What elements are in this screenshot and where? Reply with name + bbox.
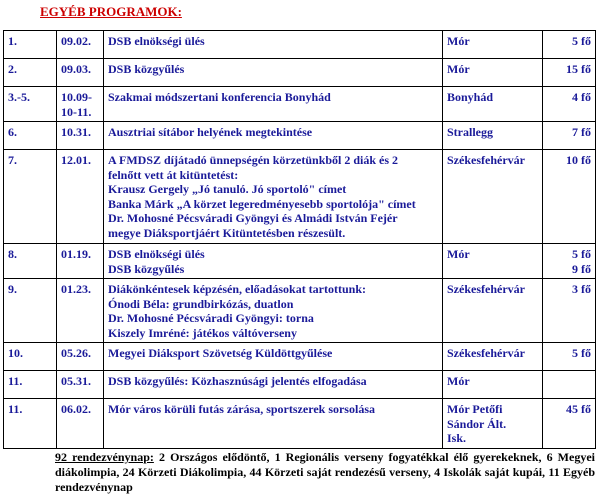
row-number: 11. xyxy=(4,371,57,399)
row-number: 6. xyxy=(4,122,57,150)
row-count xyxy=(543,371,596,399)
row-date-line: 09.03. xyxy=(61,62,91,76)
row-place-line: Mór xyxy=(447,34,470,48)
row-event-line: megye Diáksportjáért Kitüntetésben részesült. xyxy=(108,225,346,240)
section-heading: EGYÉB PROGRAMOK: xyxy=(40,4,182,19)
row-count xyxy=(543,87,596,122)
row-date xyxy=(57,244,104,279)
row-event-line: Ónodi Béla: grundbirkózás, duatlon xyxy=(108,296,294,311)
summary-text: 2 Országos elődöntő, 1 Regionális verseny fogyatékkal élő gyerekeknek, 6 Megyei diákolimpia, 24 Körzeti Diákolimpia, 44 Körzeti saját rendezésű verseny, 4 Iskolák saját kupái, 11 Egyéb rendezvénynap xyxy=(55,450,595,494)
table-row xyxy=(4,31,596,59)
row-date-line: 12.01. xyxy=(61,153,91,167)
row-date xyxy=(57,343,104,371)
row-event xyxy=(104,150,443,244)
row-number: 2. xyxy=(4,59,57,87)
row-date-line: 01.19. xyxy=(61,247,91,261)
table-row xyxy=(4,150,596,244)
row-event-line: Megyei Diáksport Szövetség Küldöttgyűlése xyxy=(108,346,333,360)
table-row xyxy=(4,59,596,87)
row-date xyxy=(57,150,104,244)
row-number: 3.-5. xyxy=(4,87,57,122)
row-date-line: 10.31. xyxy=(61,125,91,139)
row-count xyxy=(543,31,596,59)
row-count xyxy=(543,399,596,449)
row-number: 8. xyxy=(4,244,57,279)
row-number: 11. xyxy=(4,399,57,449)
row-place-line: Isk. xyxy=(447,431,467,445)
row-event-line: Mór város körüli futás zárása, sportszerek sorsolása xyxy=(108,402,375,416)
row-place xyxy=(443,399,543,449)
row-event xyxy=(104,59,443,87)
row-place xyxy=(443,371,543,399)
row-event-line: Dr. Mohosné Pécsváradi Gyöngyi: torna xyxy=(108,311,314,325)
table-row xyxy=(4,371,596,399)
row-count xyxy=(543,244,596,279)
row-number: 7. xyxy=(4,150,57,244)
table-row xyxy=(4,343,596,371)
row-count xyxy=(543,150,596,244)
row-count-line: 15 fő xyxy=(566,62,591,76)
row-number: 10. xyxy=(4,343,57,371)
row-count xyxy=(543,59,596,87)
row-place-line: Székesfehérvár xyxy=(447,346,525,360)
programs-table-body xyxy=(4,31,596,449)
row-count-line: 9 fő xyxy=(572,261,591,276)
row-place xyxy=(443,343,543,371)
row-date xyxy=(57,31,104,59)
row-place xyxy=(443,122,543,150)
row-event-line: DSB közgyűlés xyxy=(108,62,185,76)
row-count-line: 10 fő xyxy=(566,153,591,167)
row-date-line: 10.09- xyxy=(61,90,92,104)
row-place-line: Mór xyxy=(447,247,470,261)
row-event-line: DSB közgyűlés xyxy=(108,261,185,276)
table-row xyxy=(4,399,596,449)
table-row xyxy=(4,244,596,279)
row-count xyxy=(543,279,596,343)
row-event-line: DSB közgyűlés: Közhasznúsági jelentés elfogadása xyxy=(108,374,367,388)
row-event-line: Szakmai módszertani konferencia Bonyhád xyxy=(108,90,331,104)
row-place-line: Mór Petőfi xyxy=(447,402,503,416)
row-event xyxy=(104,244,443,279)
row-place-line: Székesfehérvár xyxy=(447,153,525,167)
row-number: 1. xyxy=(4,31,57,59)
summary-lead: 92 rendezvénynap: xyxy=(55,450,154,464)
row-number: 9. xyxy=(4,279,57,343)
row-event-line: felnőtt vett át kitüntetést: xyxy=(108,167,239,182)
row-count xyxy=(543,122,596,150)
row-event-line: Kiszely Imréné: játékos váltóverseny xyxy=(108,325,297,340)
row-event xyxy=(104,399,443,449)
row-place-line: Strallegg xyxy=(447,125,493,139)
row-date xyxy=(57,87,104,122)
row-event xyxy=(104,31,443,59)
row-place xyxy=(443,59,543,87)
row-count xyxy=(543,343,596,371)
table-row xyxy=(4,122,596,150)
row-event-line: A FMDSZ díjátadó ünnepségén körzetünkből 2 diák és 2 xyxy=(108,153,399,167)
row-place xyxy=(443,87,543,122)
row-event xyxy=(104,122,443,150)
row-date xyxy=(57,122,104,150)
row-place xyxy=(443,150,543,244)
row-place xyxy=(443,31,543,59)
row-place xyxy=(443,279,543,343)
row-date-line: 06.02. xyxy=(61,402,91,416)
row-count-line: 5 fő xyxy=(572,247,591,261)
row-count-line: 45 fő xyxy=(566,402,591,416)
row-event xyxy=(104,87,443,122)
row-place-line: Bonyhád xyxy=(447,90,494,104)
row-date xyxy=(57,279,104,343)
row-count-line: 3 fő xyxy=(572,282,591,296)
row-count-line: 4 fő xyxy=(572,90,591,104)
row-event-line: Krausz Gergely „Jó tanuló. Jó sportoló" címet xyxy=(108,182,347,196)
row-place-line: Mór xyxy=(447,374,470,388)
row-event xyxy=(104,279,443,343)
row-event-line: Ausztriai sítábor helyének megtekintése xyxy=(108,125,313,139)
row-date-line: 05.26. xyxy=(61,346,91,360)
row-event-line: Dr. Mohosné Pécsváradi Gyöngyi és Almádi István Fejér xyxy=(108,211,398,225)
row-place-line: Mór xyxy=(447,62,470,76)
row-date xyxy=(57,399,104,449)
row-event-line: Diákönkéntesek képzésén, előadásokat tartottunk: xyxy=(108,282,367,296)
row-date-line: 10-11. xyxy=(61,104,92,119)
row-date-line: 05.31. xyxy=(61,374,91,388)
row-place-line: Székesfehérvár xyxy=(447,282,525,296)
row-place-line: Sándor Ált. xyxy=(447,416,507,431)
row-event xyxy=(104,343,443,371)
row-event-line: DSB elnökségi ülés xyxy=(108,34,205,48)
row-count-line: 5 fő xyxy=(572,346,591,360)
programs-table xyxy=(3,30,596,449)
row-count-line: 5 fő xyxy=(572,34,591,48)
table-row xyxy=(4,279,596,343)
row-event xyxy=(104,371,443,399)
row-date xyxy=(57,59,104,87)
row-event-line: Banka Márk „A körzet legeredményesebb sportolója" címet xyxy=(108,196,416,211)
row-date-line: 01.23. xyxy=(61,282,91,296)
summary-paragraph xyxy=(55,450,595,495)
row-count-line: 7 fő xyxy=(572,125,591,139)
row-event-line: DSB elnökségi ülés xyxy=(108,247,205,261)
row-date-line: 09.02. xyxy=(61,34,91,48)
table-row xyxy=(4,87,596,122)
row-place xyxy=(443,244,543,279)
row-date xyxy=(57,371,104,399)
